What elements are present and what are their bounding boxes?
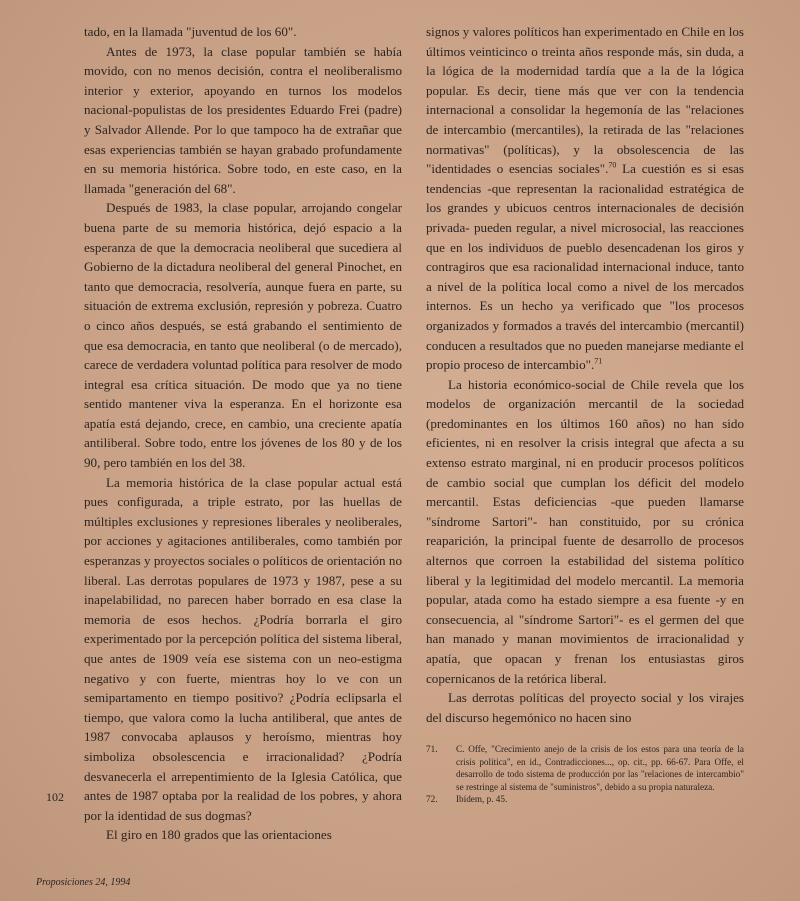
footnote xyxy=(426,743,744,793)
paragraph: El giro en 180 grados que las orientaciones xyxy=(106,827,332,843)
footnote-text: C. Offe, "Crecimiento anejo de la crisis de los estos para una teoría de la crisis política", en id., Contradicciones..., op. cit., pp. 66-67. Para Offe, el desarrollo de todo sistema de producción por las "relaciones de intercambio" se restringe al sistema de "suministros", debido a su propia naturaleza. xyxy=(456,744,744,792)
footnote xyxy=(426,793,744,806)
paragraph-text: signos y valores políticos han experimentado en Chile en los últimos veinticinco o treinta años responde más, sin duda, a la lógica de la modernidad tardía que a la de la lógica popular. Es decir, tiene más que ver con la tendencia internacional a consolidar la hegemonía de las "relaciones de intercambio (mercantiles), la retirada de las "relaciones normativas" (políticas), y la obsolescencia de las "identidades o esencias sociales". xyxy=(426,24,744,177)
paragraph: Después de 1983, la clase popular, arrojando congelar buena parte de su memoria histórica, dejó espacio a la esperanza de que la democracia neoliberal que sucediera al Gobierno de la dictadura neoliberal del general Pinochet, en tanto que democracia, resolvería, aunque fuera en parte, su situación de extrema exclusión, represión y pobreza. Cuatro o cinco años después, se está grabando el sentimiento de que esa democracia, en tanto que neoliberal (o de mercado), carece de verdadera voluntad política para resolver de modo integral esa crítica situación. De modo que ya no tiene sentido mantener viva la esperanza. En el horizonte esa apatía está dejando, crece, en cambio, una creciente apatía antiliberal. Sobre todo, entre los jóvenes de los 80 y de los 90, pero también en los del 38. xyxy=(84,200,402,471)
footnotes xyxy=(426,743,744,806)
footnote-text: Ibídem, p. 45. xyxy=(456,794,508,805)
right-text-column xyxy=(426,22,744,806)
paragraph: tado, en la llamada "juventud de los 60". xyxy=(84,24,297,39)
footnote-ref: 70 xyxy=(608,160,617,170)
footnote-number: 72. xyxy=(426,794,438,805)
paragraph: La historia económico-social de Chile revela que los modelos de organización mercantil de la sociedad (predominantes en los últimos 160 años) no han sido eficientes, ni en resolver la crisis integral que afecta a su extenso estrato marginal, ni en producir procesos políticos de cambio social que cumplan los déficit del modelo mercantil. Estas deficiencias -que pueden llamarse "síndrome Sartori"- han constituido, por su crónica reaparición, la principal fuente de desarrollo de procesos alternos que corroen la estabilidad del sistema político liberal y la legitimidad del modelo mercantil. La memoria popular, atada como ha estado siempre a esa fuente -y en consecuencia, al "síndrome Sartori"- es el germen del que han manado y manan movimientos de irracionalidad y apatía, que opacan y frenan los entusiastas giros copernicanos de la retórica liberal. xyxy=(426,376,744,686)
paragraph: Las derrotas políticas del proyecto social y los virajes del discurso hegemónico no hacen sino xyxy=(426,690,744,725)
footnote-number: 71. xyxy=(426,744,438,755)
paragraph: Antes de 1973, la clase popular también se había movido, con no menos decisión, contra el neoliberalismo interior y exterior, apoyando en turnos los modelos nacional-populistas de los presidentes Eduardo Frei (padre) y Salvador Allende. Por lo que tampoco ha de extrañar que esas experiencias también se hayan grabado profundamente en su memoria histórica. Sobre todo, en este caso, en la llamada "generación del 68". xyxy=(84,43,402,196)
page-number: 102 xyxy=(46,790,64,804)
paragraph-text: La cuestión es si esas tendencias -que representan la racionalidad estratégica de los grandes y ubicuos centros internacionales de decisión privada- pueden regular, a nivel microsocial, las reacciones que en los individuos de pueblo desencadenan los giros y contragiros que esa racionalidad internacional induce, tanto a nivel de la política local como a nivel de los mercados internos. Es un hecho ya verificado que "los procesos organizados y formados a través del intercambio (mercantil) conducen a resultados que no pueden manejarse mediante el propio proceso de intercambio". xyxy=(426,161,744,373)
footnote-ref: 71 xyxy=(594,356,603,366)
paragraph xyxy=(426,22,744,375)
running-footer: Proposiciones 24, 1994 xyxy=(36,877,131,888)
left-text-column xyxy=(84,22,402,845)
paragraph: La memoria histórica de la clase popular actual está pues configurada, a triple estrato, por las huellas de múltiples exclusiones y represiones liberales y neoliberales, por acciones y agitaciones antiliberales, como también por esperanzas y proyectos sociales o políticos de orientación no liberal. Las derrotas populares de 1973 y 1987, pese a su inapelabilidad, no parecen haber borrado en esa clase la memoria de esos hechos. ¿Podría borrarla el giro experimentado por la percepción política del sistema liberal, que antes de 1909 veía ese sistema con un neo-estigma negativo y con fuerte, mientras hoy lo ve con un semipartamento en tiempo positivo? ¿Podría eclipsarla el tiempo, que valora como la lucha antiliberal, que antes de 1987 convocaba aplausos y heroísmo, mientras hoy simboliza obsolescencia e irracionalidad? ¿Podría desvanecerla el arrepentimiento de la Iglesia Católica, que antes de 1987 optaba por la realidad de los pobres, y ahora por la identidad de sus dogmas? xyxy=(84,474,402,823)
